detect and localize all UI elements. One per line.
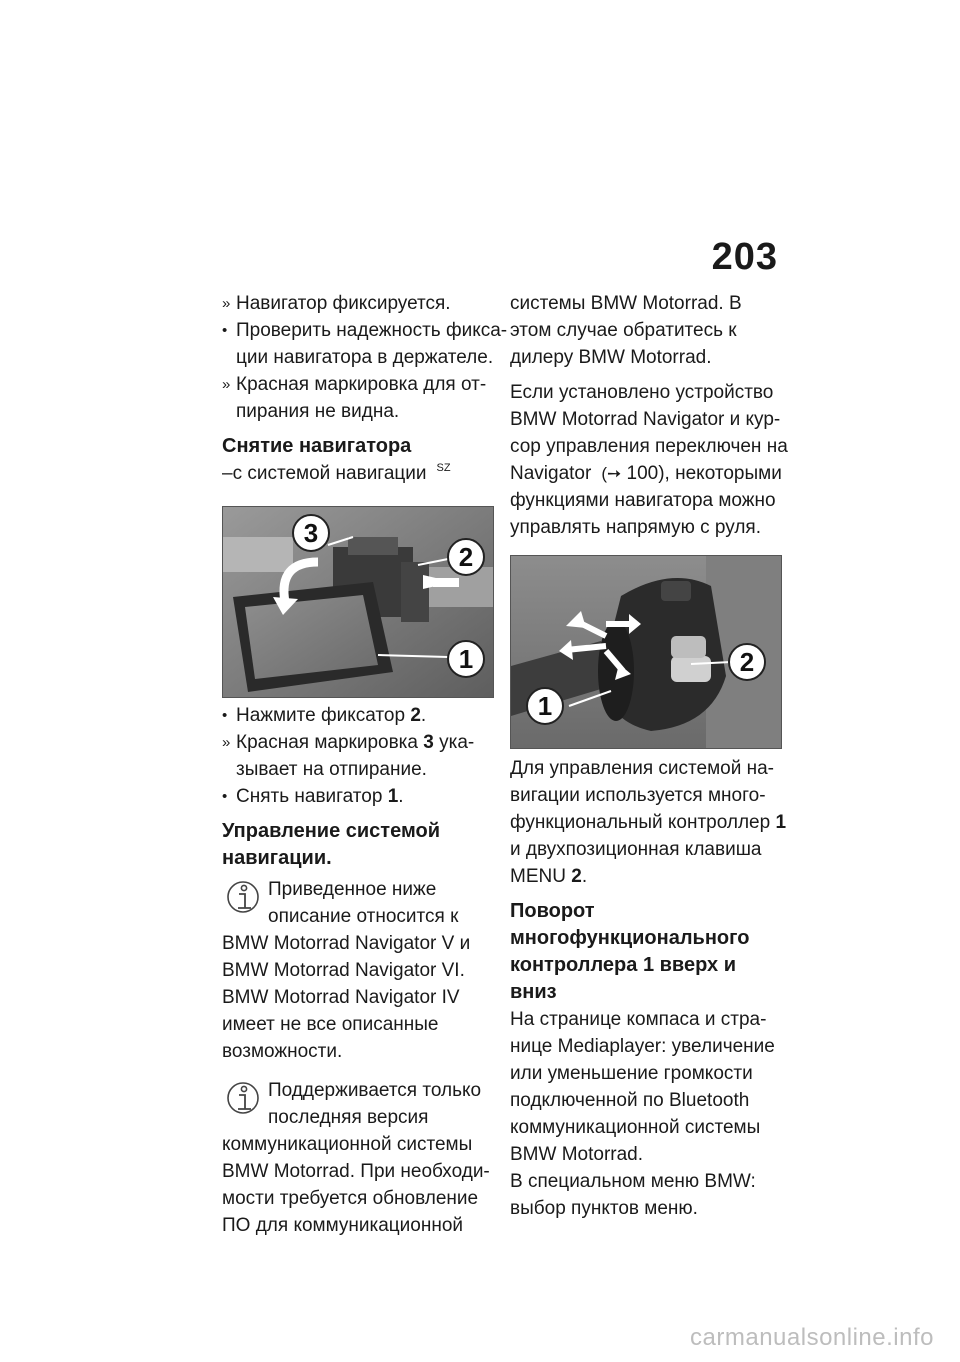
note-line: возможности. <box>222 1041 343 1062</box>
text-segment: функциональный контроллер <box>510 812 771 833</box>
heading-control-navigation <box>222 818 494 872</box>
text-segment: MENU <box>510 866 566 887</box>
note-line: BMW Motorrad Navigator VI. <box>222 960 465 981</box>
bullet-step <box>222 783 494 810</box>
figure-navigator-removal <box>222 506 494 698</box>
right-column <box>510 290 788 1222</box>
bullet-text: Красная маркировка <box>236 732 418 753</box>
watermark-footer: carmanualsonline.info <box>690 1324 934 1351</box>
text-line <box>510 809 787 836</box>
page-number: 203 <box>711 236 778 278</box>
callout-2: 2 <box>458 542 474 572</box>
ref-number: 2 <box>571 866 582 887</box>
heading-segment: контроллера <box>510 954 638 976</box>
bullet-continuation: зывает на отпирание. <box>236 759 427 780</box>
heading-line <box>510 952 782 979</box>
ref-number: 1 <box>642 954 655 976</box>
heading-line: многофункционального <box>510 927 750 949</box>
result-mark: » <box>222 734 231 751</box>
heading-line: Управление системой <box>222 820 440 842</box>
bullet-text: Проверить надежность фикса- <box>236 320 508 341</box>
step-mark: • <box>222 707 228 724</box>
text-segment: Navigator <box>510 463 592 484</box>
text-line: На странице компаса и стра- <box>510 1009 767 1030</box>
heading-segment: вверх и <box>659 954 737 976</box>
note-line: BMW Motorrad Navigator IV <box>222 987 460 1008</box>
text-line: подключенной по Bluetooth <box>510 1090 750 1111</box>
text-line: или уменьшение громкости <box>510 1063 753 1084</box>
callout-3: 3 <box>303 518 319 548</box>
text-line: функциями навигатора можно <box>510 490 776 511</box>
heading-line: навигации. <box>222 847 332 869</box>
bullet-text: Нажмите фиксатор <box>236 705 406 726</box>
bullet-step <box>222 317 508 344</box>
heading-line: вниз <box>510 981 557 1003</box>
callout-1: 1 <box>458 644 474 674</box>
note-line: последняя версия <box>268 1107 429 1128</box>
bullet-continuation: пирания не видна. <box>236 401 400 422</box>
note-line: описание относится к <box>268 906 459 927</box>
text-line: нице Mediaplayer: увеличение <box>510 1036 775 1057</box>
text-line: BMW Motorrad Navigator и кур- <box>510 409 781 430</box>
ref-number: 1 <box>387 786 399 807</box>
page-ref-text: 100), некоторыми <box>626 463 782 484</box>
punct: . <box>581 866 588 887</box>
text-line: и двухпозиционная клавиша <box>510 839 762 860</box>
bullet-text: Снять навигатор <box>236 786 383 807</box>
figure-handlebar-controller <box>510 555 782 749</box>
bullet-text: Красная маркировка для от- <box>236 374 487 395</box>
punct: . <box>398 786 404 807</box>
info-note-1 <box>222 876 494 1065</box>
text-line: вигации используется много- <box>510 785 766 806</box>
punct: . <box>420 705 427 726</box>
bullet-result <box>222 371 494 398</box>
ref-number: 3 <box>423 732 434 753</box>
text-line: коммуникационной системы <box>510 1117 761 1138</box>
heading-remove-navigator: Снятие навигатора <box>222 435 412 457</box>
controller-illustration <box>511 556 781 748</box>
text-line-ref <box>510 460 782 487</box>
text-line: Если установлено устройство <box>510 382 774 403</box>
info-icon <box>226 878 260 918</box>
callout-1: 1 <box>537 691 553 721</box>
text-line <box>510 863 782 890</box>
step-mark: • <box>222 788 228 805</box>
page-ref-arrow-icon: (➙ <box>596 464 622 483</box>
subheading-text: –с системой навигации <box>222 463 427 484</box>
note-line: коммуникационной системы <box>222 1134 473 1155</box>
ref-number: 2 <box>410 705 421 726</box>
callout-2: 2 <box>739 647 755 677</box>
bullet-text: Навигатор фиксируется. <box>236 293 451 314</box>
result-mark: » <box>222 376 231 393</box>
text-line: системы BMW Motorrad. В <box>510 293 742 314</box>
note-line: BMW Motorrad. При необходи- <box>222 1161 490 1182</box>
text-line: сор управления переключен на <box>510 436 788 457</box>
heading-line: Поворот <box>510 900 595 922</box>
option-code: SZ <box>436 462 451 474</box>
text-line: дилеру BMW Motorrad. <box>510 347 712 368</box>
note-line: имеет не все описанные <box>222 1014 439 1035</box>
text-line: выбор пунктов меню. <box>510 1198 698 1219</box>
text-line: BMW Motorrad. <box>510 1144 644 1165</box>
subheading-with-navigation <box>222 460 494 490</box>
navigator-illustration <box>223 507 493 697</box>
note-line: Приведенное ниже <box>268 879 437 900</box>
text-line: Для управления системой на- <box>510 758 775 779</box>
text-line: управлять напрямую с руля. <box>510 517 761 538</box>
note-line: BMW Motorrad Navigator V и <box>222 933 471 954</box>
info-icon <box>226 1079 260 1119</box>
bullet-result <box>222 729 494 756</box>
left-column <box>222 290 508 1239</box>
text-line: этом случае обратитесь к <box>510 320 737 341</box>
note-line: Поддерживается только <box>268 1080 482 1101</box>
text-line: В специальном меню BMW: <box>510 1171 756 1192</box>
bullet-text: ука- <box>439 732 475 753</box>
note-line: мости требуется обновление <box>222 1188 479 1209</box>
heading-turn-controller <box>510 898 782 1006</box>
step-mark: • <box>222 322 228 339</box>
bullet-continuation: ции навигатора в держателе. <box>236 347 494 368</box>
ref-number: 1 <box>775 812 787 833</box>
info-note-2 <box>222 1077 494 1239</box>
note-line: ПО для коммуникационной <box>222 1215 464 1236</box>
result-mark: » <box>222 295 231 312</box>
bullet-step <box>222 702 494 729</box>
bullet-result <box>222 290 494 317</box>
